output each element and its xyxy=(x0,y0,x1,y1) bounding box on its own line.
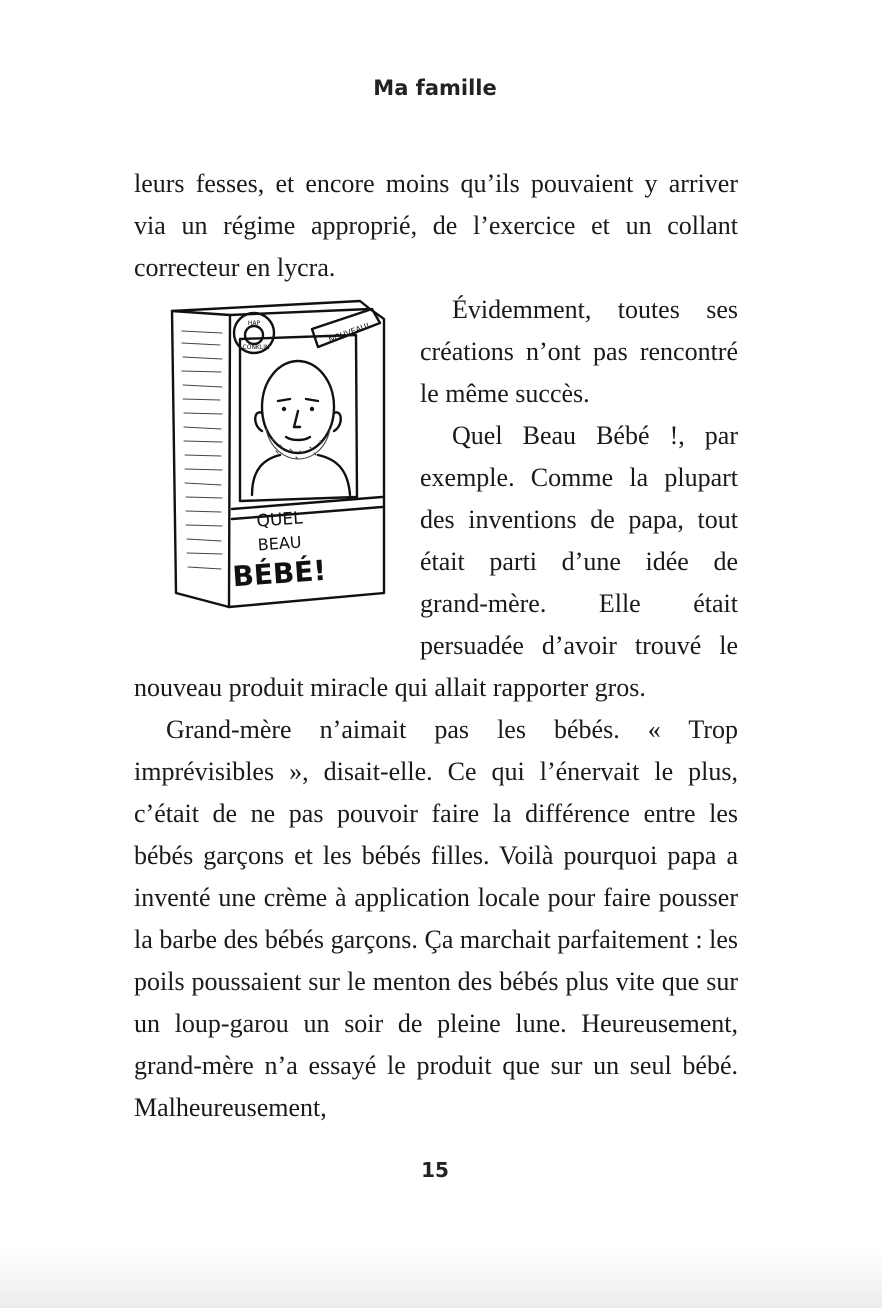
running-title: Ma famille xyxy=(373,76,497,100)
main-text xyxy=(134,163,738,1129)
box-banner-text: NOUVEAU! xyxy=(327,321,371,345)
paragraph-1: leurs fesses, et encore moins qu’ils pouvaient y arriver via un régime approprié, de l’exercice et un collant correcteur en lycra. xyxy=(134,169,738,282)
box-label-quel: QUEL xyxy=(255,508,304,532)
seal-bottom-text: CONKLIN xyxy=(242,344,270,351)
seal-top-text: HAP xyxy=(247,320,261,327)
paragraph-3: Quel Beau Bébé !, par exemple. Comme la plupart des inventions de papa, tout était parti d’une idée de grand-mère. Elle était persuadée d’avoir trouvé le nouveau produit miracle qui allait rapporter gros. xyxy=(134,421,738,702)
paragraph-2: Évidemment, toutes ses créations n’ont pas rencontré le même succès. xyxy=(420,295,738,408)
box-label-beau: BEAU xyxy=(257,532,303,555)
page-number: 15 xyxy=(421,1158,449,1182)
box-label-bebe: BÉBÉ! xyxy=(231,553,328,594)
cream-box-illustration xyxy=(134,289,420,667)
page-edge-shadow xyxy=(0,1248,882,1308)
paragraph-4: Grand-mère n’aimait pas les bébés. « Trop imprévisibles », disait-elle. Ce qui l’énervait le plus, c’était de ne pas pouvoir faire la différence entre les bébés garçons et les bébés filles. Voilà pourquoi papa a inventé une crème à application locale pour faire pousser la barbe des bébés garçons. Ça marchait parfaitement : les poils poussaient sur le menton des bébés plus vite que sur un loup-garou un soir de pleine lune. Heureusement, grand-mère n’a essayé le produit que sur un seul bébé. Malheureusement, xyxy=(134,715,738,1122)
